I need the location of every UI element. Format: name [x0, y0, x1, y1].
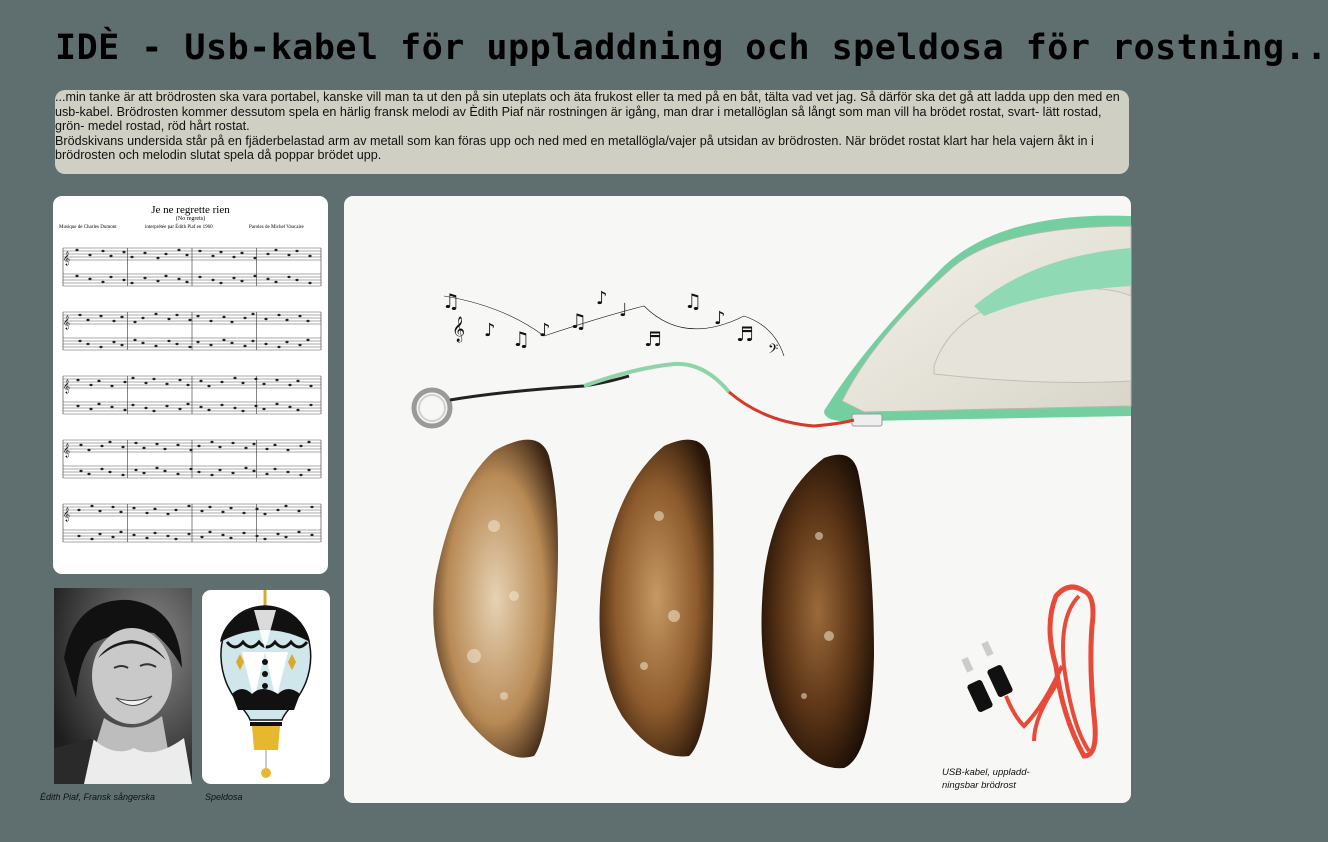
sheet-music-lyricist: Paroles de Michel Vaucaire	[249, 225, 304, 230]
svg-text:♪: ♪	[596, 288, 608, 309]
sheet-music-composer: Musique de Charles Dumont	[59, 225, 117, 230]
music-box-caption: Speldosa	[205, 792, 243, 802]
svg-text:♫: ♫	[512, 327, 530, 351]
portrait-caption: Èdith Piaf, Fransk sångerska	[40, 792, 156, 802]
svg-text:𝄢: 𝄢	[768, 341, 779, 360]
sheet-music-staves	[59, 240, 323, 565]
svg-text:♪: ♪	[484, 320, 496, 341]
description-paragraph-2: Brödskivans undersida står på en fjäderbelastad arm av metall som kan föras upp och ned med en metallögla/vajer på utsidan av brödrosten. När brödet rostat klart har hela vajern åkt in i brödrosten och melodin slutat spela då poppar brödet upp.	[55, 133, 1094, 163]
sheet-music-performer: interprétée par Édith Piaf en 1960	[145, 225, 213, 230]
svg-text:♩: ♩	[619, 300, 628, 321]
sheet-music-card	[53, 196, 328, 574]
description-paragraph-1: ...min tanke är att brödrosten ska vara portabel, kanske vill man ta ut den på sin uteplats och äta frukost eller ta med på en båt, tälta vad vet jag. Så därför ska det gå att ladda upp den med en usb-kabel. Brödrosten kommer dessutom spela en härlig fransk melodi av Èdith Piaf när rostningen är igång, man drar i metallöglan så långt som man vill ha brödet rostat, svart- lätt rostad, grön- medel rostad, röd hårt rostat.	[55, 90, 1120, 134]
svg-text:𝄞: 𝄞	[63, 379, 71, 393]
svg-text:𝄞: 𝄞	[63, 507, 71, 521]
svg-text:♫: ♫	[569, 309, 587, 333]
svg-text:𝄞: 𝄞	[63, 443, 71, 457]
usb-caption-line-1: USB-kabel, uppladd-	[942, 767, 1030, 778]
edith-piaf-portrait	[54, 588, 192, 784]
toaster-photo	[344, 196, 1131, 803]
svg-text:♫: ♫	[442, 289, 460, 313]
svg-text:♬: ♬	[736, 322, 754, 346]
svg-text:𝄞: 𝄞	[452, 317, 466, 342]
sheet-music-subtitle: (No regrets)	[175, 216, 206, 222]
description-panel	[55, 90, 1129, 174]
svg-text:♫: ♫	[684, 289, 702, 313]
svg-text:♪: ♪	[714, 308, 726, 329]
usb-caption-line-2: ningsbar brödrost	[942, 780, 1016, 791]
sheet-music-title: Je ne regrette rien	[151, 204, 230, 216]
svg-text:𝄞: 𝄞	[63, 315, 71, 329]
svg-text:♪: ♪	[539, 320, 551, 341]
svg-text:♬: ♬	[644, 327, 662, 351]
music-box-balloon	[202, 590, 330, 784]
page-title: IDÈ - Usb-kabel för uppladdning och speldosa för rostning..	[55, 28, 1328, 68]
svg-text:𝄞: 𝄞	[63, 251, 71, 265]
usb-caption	[942, 766, 1030, 792]
